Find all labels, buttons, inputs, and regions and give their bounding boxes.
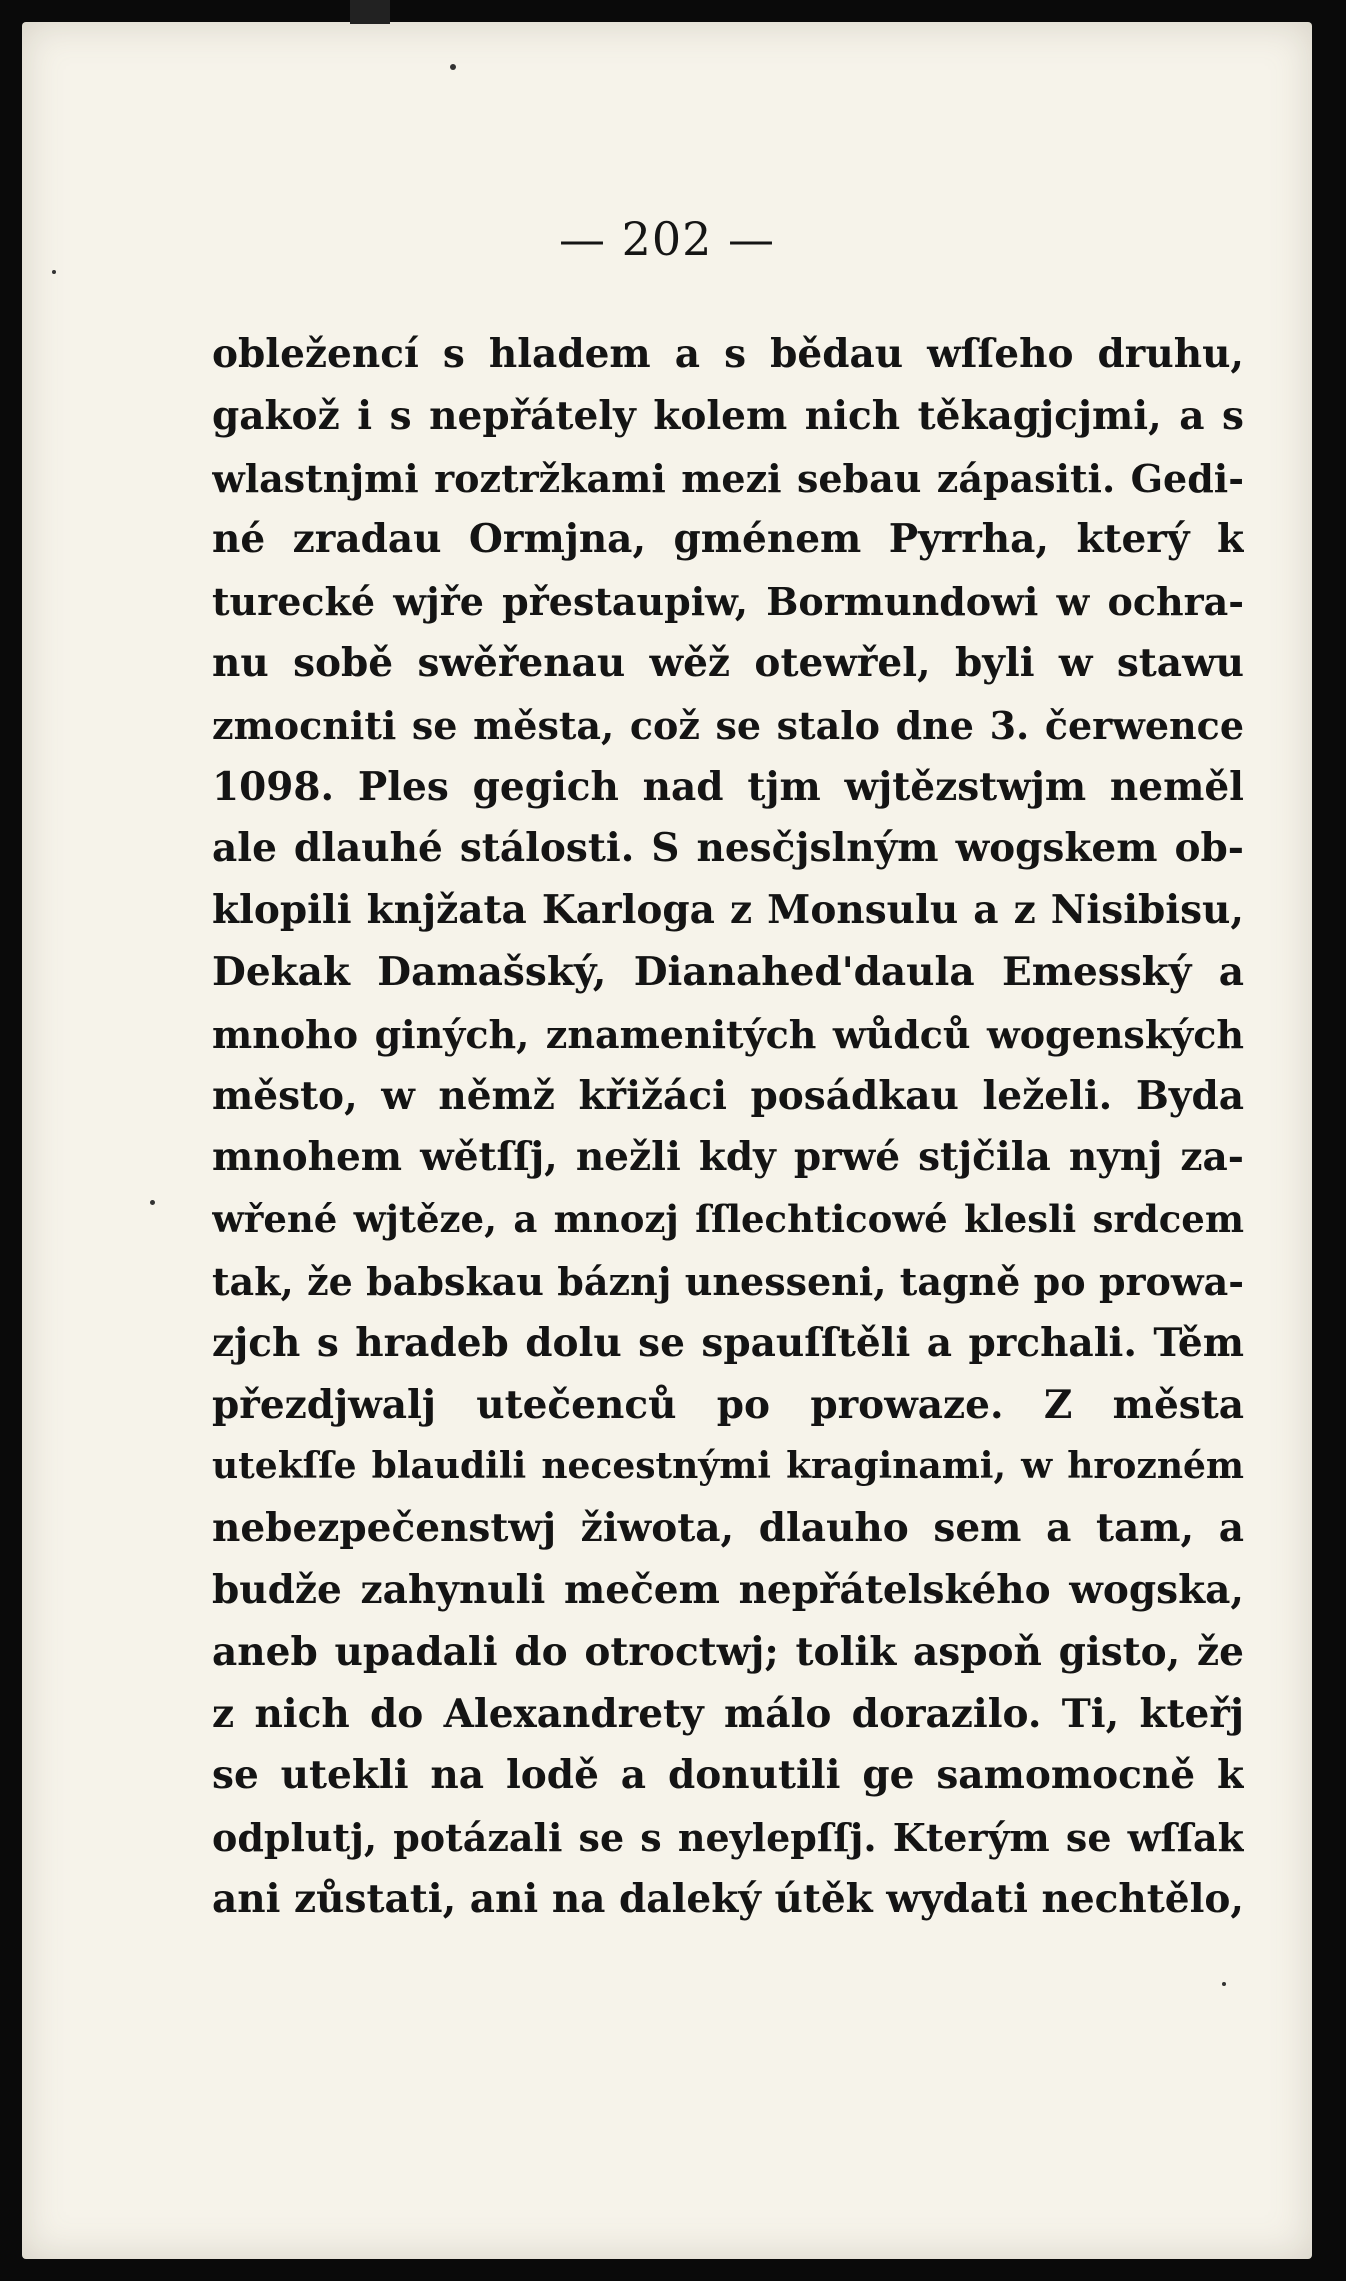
text-line: nebezpečenstwj žiwota, dlauho sem a tam, a [212, 1505, 1244, 1552]
text-line: aneb upadali do otroctwj; tolik aspoň gisto, že [212, 1628, 1244, 1675]
text-line: zmocniti se města, což se stalo dne 3. čerwence [212, 702, 1244, 748]
text-line: utekſſe blaudili necestnými kraginami, w hrozném [212, 1445, 1244, 1488]
text-line: město, w němž křižáci posádkau leželi. Byda [212, 1072, 1244, 1119]
text-line: 1098. Ples gegich nad tjm wjtězstwjm neměl [212, 763, 1244, 810]
text-line: zjch s hradeb dolu se spauſſtěli a prchali. Těm [212, 1319, 1244, 1366]
paper-speck [1222, 1982, 1226, 1986]
paper-speck [450, 64, 456, 70]
body-text [212, 324, 1244, 1931]
text-line: z nich do Alexandrety málo dorazilo. Ti, kteřj [212, 1690, 1244, 1737]
text-line: ani zůstati, ani na daleký útěk wydati nechtělo, [212, 1875, 1244, 1922]
page-number: — 202 — [558, 212, 776, 266]
paper-speck [150, 1200, 155, 1205]
text-line: wlastnjmi roztržkami mezi sebau zápasiti. Gedi- [212, 455, 1244, 501]
text-line: tak, že babskau báznj unesseni, tagně po prowa- [212, 1258, 1244, 1304]
text-line: odplutj, potázali se s neylepſſj. Kterým se wſſak [212, 1815, 1244, 1861]
text-line: mnoho giných, znamenitých wůdců wogenských [212, 1011, 1244, 1057]
text-line: přezdjwalj utečenců po prowaze. Z města [212, 1381, 1244, 1428]
text-line: né zradau Ormjna, gménem Pyrrha, který k [212, 516, 1244, 563]
scan-edge-mark [350, 0, 390, 24]
text-line: wřené wjtěze, a mnozj ſſlechticowé klesli srdcem [212, 1197, 1244, 1242]
text-line: obležencí s hladem a s bědau wſſeho druhu, [212, 331, 1244, 377]
text-line: Dekak Damašský, Dianahed'daula Emesský a [212, 948, 1244, 995]
text-line: nu sobě swěřenau wěž otewřel, byli w stawu [212, 639, 1244, 686]
text-line: klopili knjžata Karloga z Monsulu a z Nisibisu, [212, 887, 1244, 934]
text-line: gakož i s nepřátely kolem nich těkagjcjmi, a s [212, 392, 1244, 439]
text-line: mnohem wětſſj, nežli kdy prwé stjčila nynj za- [212, 1134, 1244, 1181]
text-line: se utekli na lodě a donutili ge samomocně k [212, 1752, 1244, 1799]
text-line: ale dlauhé stálosti. S nesčjslným wogskem ob- [212, 825, 1244, 872]
text-line: budže zahynuli mečem nepřátelského wogska, [212, 1566, 1244, 1613]
paper-speck [52, 270, 56, 274]
text-line: turecké wjře přestaupiw, Bormundowi w ochra- [212, 579, 1244, 625]
book-page [22, 22, 1312, 2259]
